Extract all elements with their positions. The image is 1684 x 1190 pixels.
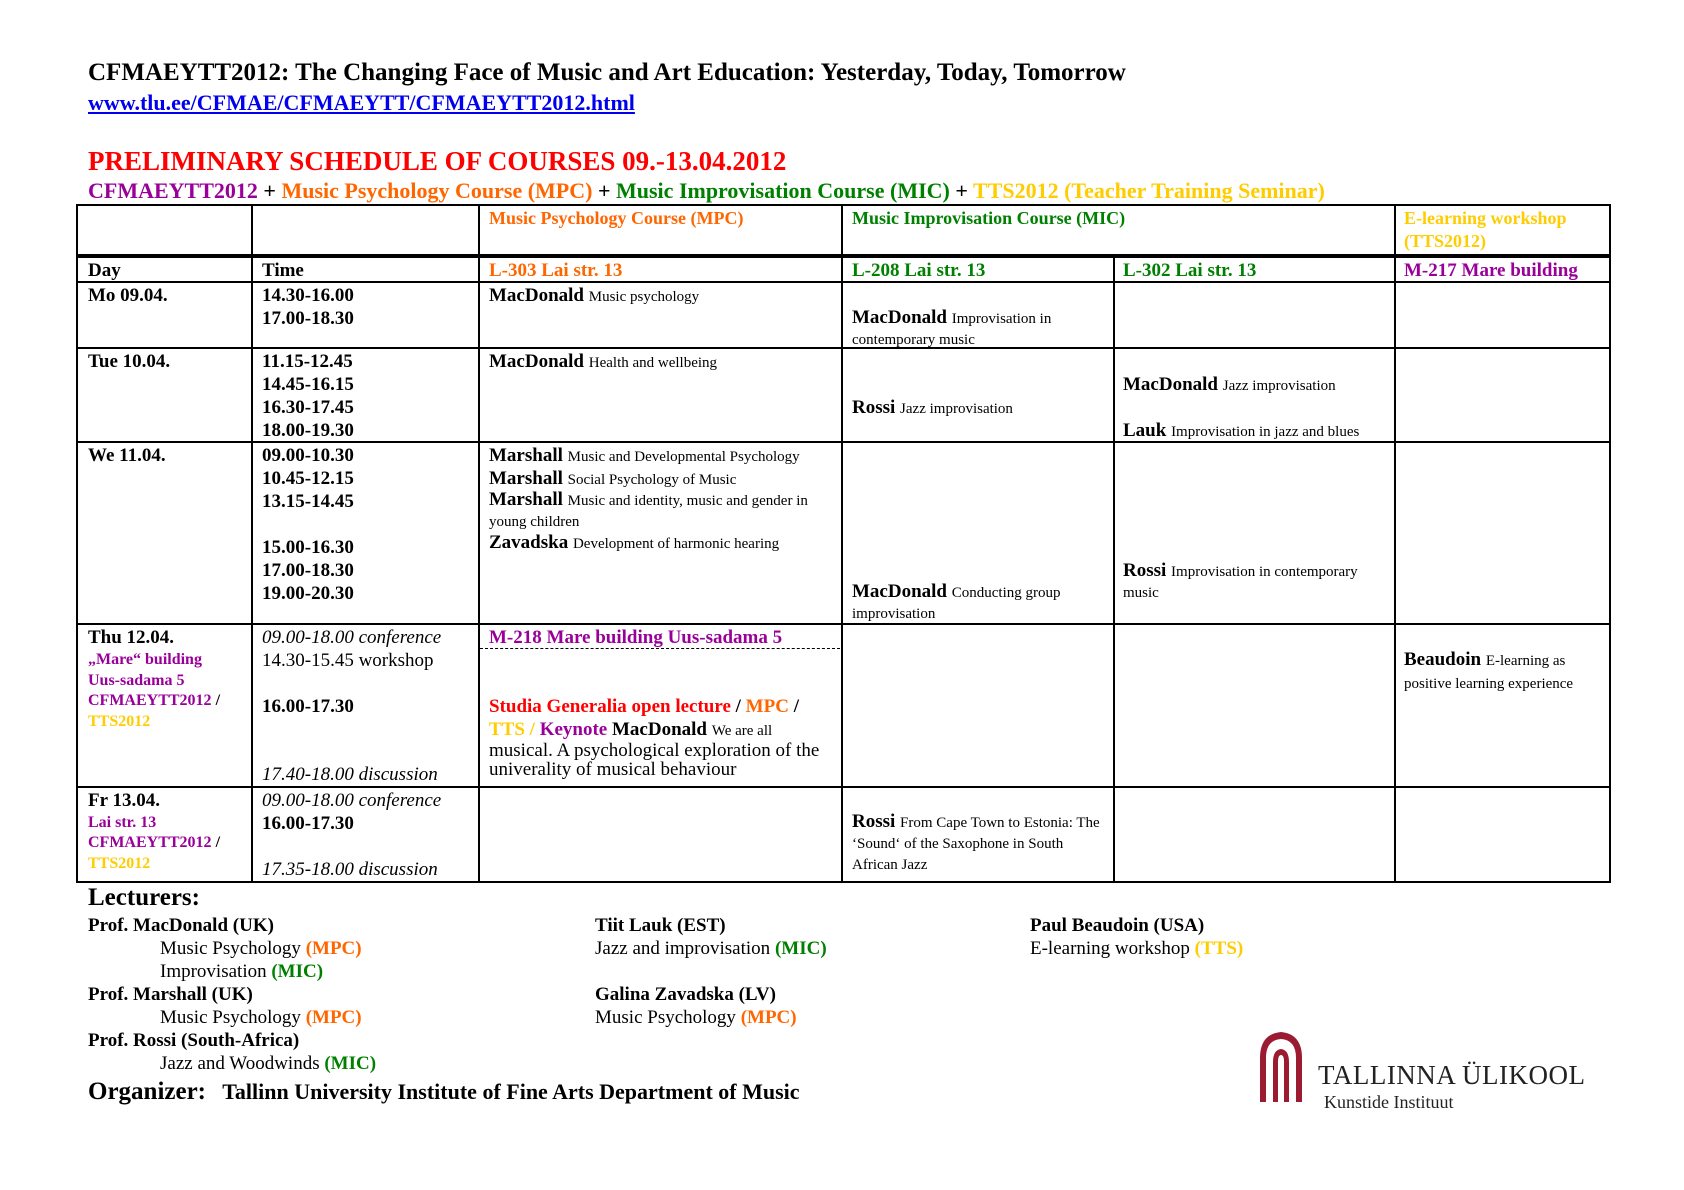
tag-tts: TTS / — [489, 719, 540, 740]
time-slot: 17.40-18.00 discussion — [262, 764, 438, 785]
session-entry — [1123, 561, 1385, 603]
tag-mpc: MPC — [745, 696, 789, 717]
column-group-mpc: Music Psychology Course (MPC) — [489, 208, 744, 228]
keynote-label: Keynote — [539, 719, 608, 740]
session-topic: Development of harmonic hearing — [572, 536, 780, 552]
subject-text: E-learning workshop — [1030, 938, 1190, 959]
organizer-line — [88, 1078, 800, 1106]
subject-text: Jazz and Woodwinds — [160, 1053, 320, 1074]
subtitle-mic: Music Improvisation Course (MIC) — [616, 178, 950, 203]
time-slot: 14.30-15.45 workshop — [262, 650, 434, 671]
time-slot: 15.00-16.30 — [262, 537, 354, 558]
location-line: Uus-sadama 5 — [88, 672, 185, 689]
lecturer-marshall: Prof. Marshall (UK) — [88, 984, 253, 1005]
lecturer-zavadska: Galina Zavadska (LV) — [595, 984, 776, 1005]
location-line: „Mare“ building — [88, 651, 202, 668]
slash: / — [211, 834, 221, 851]
time-slot: 09.00-18.00 conference — [262, 627, 442, 648]
time-slot: 17.00-18.30 — [262, 308, 354, 329]
day-label: We 11.04. — [88, 445, 166, 466]
lecturer-beaudoin: Paul Beaudoin (USA) — [1030, 915, 1205, 936]
tag-tts: TTS2012 — [88, 713, 151, 730]
time-slot: 17.00-18.30 — [262, 560, 354, 581]
column-group-mic: Music Improvisation Course (MIC) — [852, 208, 1126, 228]
lecturer-name: MacDonald — [852, 581, 947, 602]
session-entry — [852, 396, 1013, 421]
subject-text: Jazz and improvisation — [595, 938, 771, 959]
logo-title: TALLINNA ÜLIKOOL — [1318, 1060, 1586, 1090]
session-entry — [489, 284, 834, 309]
tag-mic: (MIC) — [324, 1053, 377, 1074]
lecturer-name: Beaudoin — [1404, 649, 1482, 670]
organizer-name: Tallinn University Institute of Fine Arts Department of Music — [222, 1079, 800, 1104]
tag-tts: (TTS) — [1194, 938, 1244, 959]
slash: / — [211, 692, 221, 709]
time-slot: 14.45-16.15 — [262, 374, 354, 395]
subject-text: Music Psychology — [160, 938, 301, 959]
time-slot: 13.15-14.45 — [262, 491, 354, 512]
lecturer-macdonald: Prof. MacDonald (UK) — [88, 915, 274, 936]
time-slot: 16.00-17.30 — [262, 696, 354, 717]
session-topic: Music and identity, music and gender in young children — [489, 493, 808, 530]
lecturer-name: Marshall — [489, 445, 563, 466]
session-entry — [489, 350, 717, 375]
time-slot: 17.35-18.00 discussion — [262, 859, 438, 880]
session-topic: Improvisation in contemporary music — [852, 311, 1052, 348]
session-topic: Improvisation in contemporary music — [1123, 564, 1358, 601]
subject-text: Music Psychology — [595, 1007, 736, 1028]
studia-generalia-label: Studia Generalia open lecture — [489, 696, 731, 717]
subtitle-tts: TTS2012 (Teacher Training Seminar) — [973, 178, 1325, 203]
time-slot: 16.30-17.45 — [262, 397, 354, 418]
tag-tts: TTS2012 — [88, 855, 151, 872]
time-slot: 09.00-18.00 conference — [262, 790, 442, 811]
day-label: Fr 13.04. — [88, 790, 160, 811]
subject-text: Improvisation — [160, 961, 267, 982]
session-topic: Music and Developmental Psychology — [567, 449, 800, 465]
tag-mpc: (MPC) — [305, 938, 362, 959]
separator: / — [788, 696, 799, 717]
separator: / — [730, 696, 746, 717]
organizer-label: Organizer: — [88, 1078, 207, 1105]
tag-mpc: (MPC) — [305, 1007, 362, 1028]
lecturer-name: MacDonald — [489, 351, 584, 372]
session-topic: Jazz improvisation — [900, 401, 1013, 417]
time-slot: 10.45-12.15 — [262, 468, 354, 489]
lecturer-name: MacDonald — [852, 307, 947, 328]
session-topic: We are all — [711, 723, 773, 739]
time-slot: 11.15-12.45 — [262, 351, 353, 372]
tag-mpc: (MPC) — [740, 1007, 797, 1028]
event-tags — [88, 690, 220, 711]
lecturer-name: MacDonald — [612, 719, 707, 740]
lecturer-name: Lauk — [1123, 420, 1167, 441]
session-topic: From Cape Town to Estonia: The ‘Sound‘ of the Saxophone in South African Jazz — [852, 815, 1100, 873]
plus-sign: + — [263, 178, 276, 203]
lecturer-subject — [160, 960, 323, 983]
session-entry — [1404, 649, 1604, 695]
schedule-title: PRELIMINARY SCHEDULE OF COURSES 09.-13.04.2012 — [88, 146, 787, 176]
session-entry — [489, 531, 834, 556]
lecturer-subject — [595, 937, 827, 960]
lecturer-subject — [160, 1052, 376, 1075]
session-entry — [852, 582, 1102, 624]
tag-cfmaeytt: CFMAEYTT2012 — [88, 834, 212, 851]
lecturer-name: Marshall — [489, 489, 563, 510]
tag-cfmaeytt: CFMAEYTT2012 — [88, 692, 212, 709]
lecturer-name: MacDonald — [1123, 374, 1218, 395]
subtitle-cfmaeytt: CFMAEYTT2012 — [88, 178, 258, 203]
subject-text: Music Psychology — [160, 1007, 301, 1028]
session-topic: Music psychology — [588, 289, 700, 305]
day-label: Tue 10.04. — [88, 351, 171, 372]
session-entry — [489, 490, 834, 532]
lecturer-rossi: Prof. Rossi (South-Africa) — [88, 1030, 300, 1051]
subtitle-mpc: Music Psychology Course (MPC) — [281, 178, 593, 203]
lecturer-name: Rossi — [852, 811, 896, 832]
day-label: Mo 09.04. — [88, 285, 168, 306]
lecturers-heading: Lecturers: — [88, 884, 200, 911]
session-entry — [1123, 419, 1359, 444]
time-slot: 16.00-17.30 — [262, 813, 354, 834]
day-label: Thu 12.04. — [88, 627, 175, 648]
time-slot: 18.00-19.30 — [262, 420, 354, 441]
tag-mic: (MIC) — [271, 961, 324, 982]
session-topic: Improvisation in jazz and blues — [1171, 424, 1360, 440]
lecturer-subject — [160, 1006, 362, 1029]
session-topic: Health and wellbeing — [588, 355, 718, 371]
location-line: Lai str. 13 — [88, 814, 157, 831]
session-topic: Jazz improvisation — [1222, 378, 1336, 394]
lecturer-subject — [1030, 937, 1243, 960]
session-topic: musical. A psychological exploration of the univerality of musical behaviour — [489, 740, 820, 780]
column-group-tts: E-learning workshop (TTS2012) — [1404, 208, 1567, 251]
event-tags — [88, 832, 220, 853]
lecturer-name: Zavadska — [489, 532, 569, 553]
tag-mic: (MIC) — [774, 938, 827, 959]
course-subtitle — [88, 178, 1325, 204]
header-day: Day — [88, 260, 121, 281]
lecturer-name: Rossi — [1123, 560, 1167, 581]
session-entry — [852, 812, 1102, 875]
session-entry — [489, 444, 834, 469]
plus-sign: + — [597, 178, 611, 203]
header-room-l208: L-208 Lai str. 13 — [852, 260, 986, 281]
header-room-l302: L-302 Lai str. 13 — [1123, 260, 1257, 281]
time-slot: 09.00-10.30 — [262, 445, 354, 466]
document-title: CFMAEYTT2012: The Changing Face of Music and Art Education: Yesterday, Today, Tomorrow — [88, 59, 1126, 86]
room-label: M-218 Mare building Uus-sadama 5 — [489, 627, 783, 648]
tallinn-university-logo-icon — [1256, 1030, 1306, 1102]
lecturer-subject — [595, 1006, 797, 1029]
session-topic: Conducting group improvisation — [852, 585, 1061, 622]
plus-sign: + — [955, 178, 968, 203]
lecturer-lauk: Tiit Lauk (EST) — [595, 915, 726, 936]
lecturer-name: MacDonald — [489, 285, 584, 306]
time-slot: 14.30-16.00 — [262, 285, 354, 306]
time-slot: 19.00-20.30 — [262, 583, 354, 604]
lecturer-subject — [160, 937, 362, 960]
session-entry — [852, 308, 1102, 350]
session-topic: E-learning as positive learning experience — [1404, 653, 1574, 692]
session-entry — [1123, 373, 1336, 398]
lecturer-name: Marshall — [489, 468, 563, 489]
website-link[interactable]: www.tlu.ee/CFMAE/CFMAEYTT/CFMAEYTT2012.html — [88, 90, 635, 115]
header-room-m217: M-217 Mare building — [1404, 260, 1578, 281]
session-topic: Social Psychology of Music — [567, 472, 737, 488]
header-room-l303: L-303 Lai str. 13 — [489, 260, 623, 281]
header-time: Time — [262, 260, 304, 281]
keynote-entry — [489, 695, 834, 718]
lecturer-name: Rossi — [852, 397, 896, 418]
logo-subtitle: Kunstide Instituut — [1324, 1092, 1454, 1112]
